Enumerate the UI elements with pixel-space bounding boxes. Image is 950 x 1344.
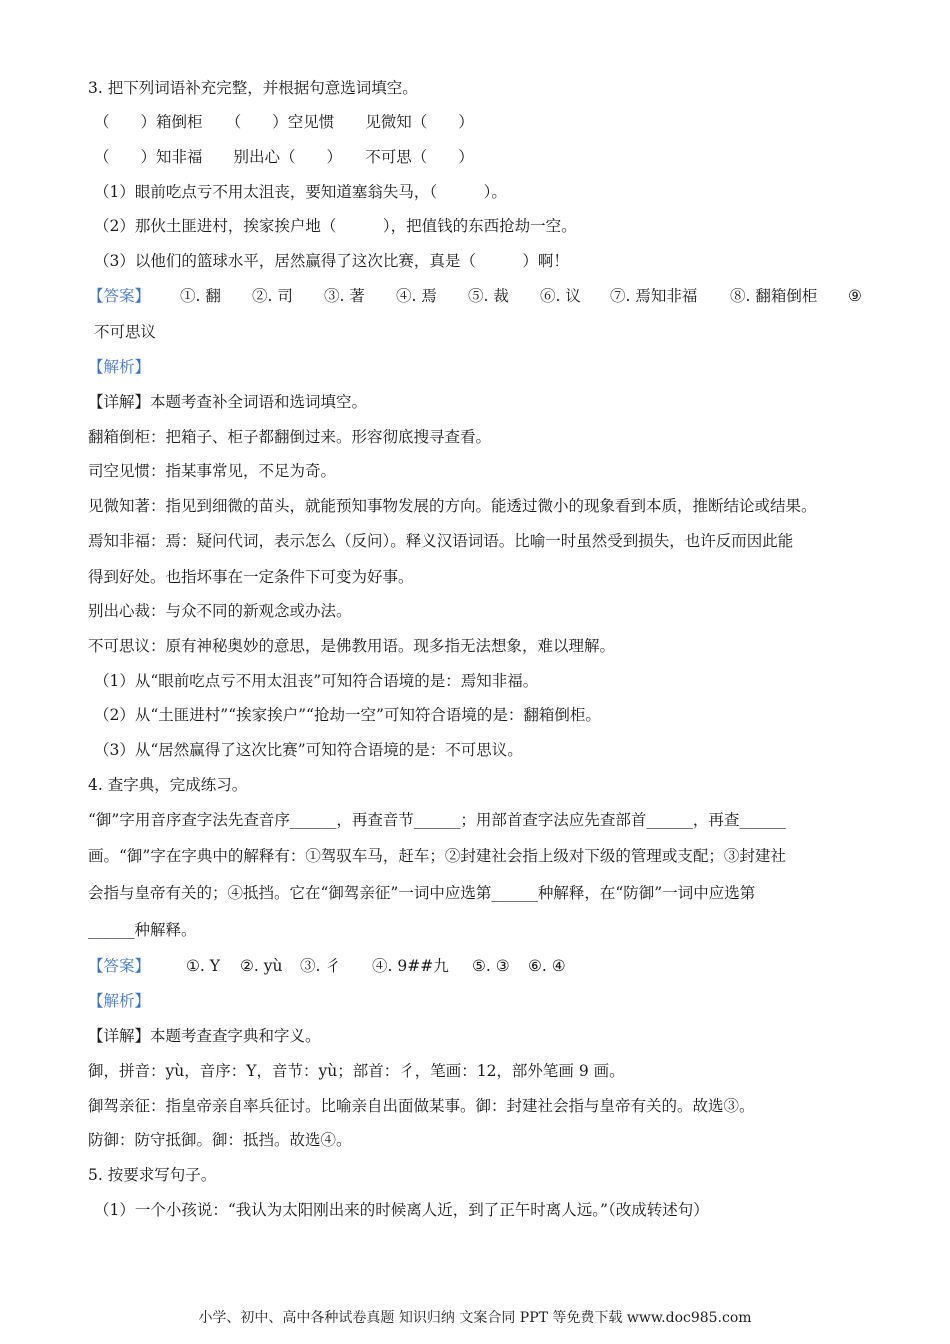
answer-item: ③. 彳: [300, 957, 341, 975]
answer-item: ②. 司: [252, 287, 293, 305]
q3-sentence-3: （3）以他们的篮球水平，居然赢得了这次比赛，真是（ ）啊！: [94, 252, 569, 270]
answer-item: ⑥. ④: [528, 957, 566, 975]
q4-detail: 【详解】本题考查查字典和字义。: [88, 1027, 321, 1045]
q3-analysis-line: 司空见惯：指某事常见，不足为奇。: [88, 462, 337, 480]
q4-analysis-line: 御，拼音：yù，音序：Y，音节：yù；部首：彳，笔画：12，部外笔画 9 画。: [88, 1062, 625, 1080]
q3-analysis-line: 见微知著：指见到细微的苗头，就能预知事物发展的方向。能透过微小的现象看到本质，推断结论或结果。: [88, 497, 817, 515]
q3-analysis-line: （2）从“土匪进村”“挨家挨户”“抢劫一空”可知符合语境的是：翻箱倒柜。: [94, 706, 601, 724]
q4-answer-line: [88, 956, 566, 976]
answer-item: ③. 著: [324, 287, 365, 305]
q3-analysis-line: （3）从“居然赢得了这次比赛”可知符合语境的是：不可思议。: [94, 741, 523, 759]
answer-item: ⑦. 焉知非福: [610, 287, 698, 305]
answer-tag: 【答案】: [88, 287, 151, 305]
answer-tag: 【答案】: [88, 957, 151, 975]
q3-analysis-line: 得到好处。也指坏事在一定条件下可变为好事。: [88, 568, 414, 586]
q4-paragraph-line: 画。“御”字在字典中的解释有：①驾驭车马，赶车；②封建社会指上级对下级的管理或支配；③封建社: [88, 847, 786, 865]
answer-item: ⑤. ③: [472, 957, 510, 975]
answer-item: ②. yù: [240, 957, 283, 975]
q3-title: 3. 把下列词语补充完整，并根据句意选词填空。: [88, 79, 418, 97]
q3-answer-line: [88, 286, 862, 306]
q4-title: 4. 查字典，完成练习。: [88, 776, 248, 794]
analysis-tag: 【解析】: [88, 992, 151, 1010]
q3-analysis-line: 翻箱倒柜：把箱子、柜子都翻倒过来。形容彻底搜寻查看。: [88, 428, 492, 446]
q3-analysis-line: 别出心裁：与众不同的新观念或办法。: [88, 602, 352, 620]
answer-item: ①. 翻: [180, 287, 221, 305]
q3-sentence-2: （2）那伙土匪进村，挨家挨户地（ ），把值钱的东西抢劫一空。: [94, 217, 577, 235]
answer-item: ①. Y: [186, 957, 220, 975]
answer-item: ⑥. 议: [540, 287, 581, 305]
q5-title: 5. 按要求写句子。: [88, 1166, 217, 1184]
q3-analysis-line: 焉知非福：焉：疑问代词，表示怎么（反问）。释义汉语词语。比喻一时虽然受到损失，也许反而因此能: [88, 532, 794, 550]
q4-paragraph-line: “御”字用音序查字法先查音序______，再查音节______；用部首查字法应先查部首______，再查______: [88, 811, 786, 829]
q5-sentence-1: （1）一个小孩说：“我认为太阳刚出来的时候离人近，到了正午时离人远。”（改成转述句）: [94, 1201, 709, 1219]
analysis-tag: 【解析】: [88, 358, 151, 376]
q3-answer-continued: 不可思议: [94, 323, 157, 341]
answer-item: ④. 焉: [396, 287, 437, 305]
q3-words-row-1: （ ）箱倒柜 （ ）空见惯 见微知（ ）: [94, 113, 474, 131]
q3-analysis-line: 不可思议：原有神秘奥妙的意思，是佛教用语。现多指无法想象，难以理解。: [88, 637, 616, 655]
q4-analysis-line: 防御：防守抵御。御：抵挡。故选④。: [88, 1131, 352, 1149]
q3-sentence-1: （1）眼前吃点亏不用太沮丧，要知道塞翁失马，（ ）。: [94, 183, 507, 201]
q3-analysis-line: （1）从“眼前吃点亏不用太沮丧”可知符合语境的是：焉知非福。: [94, 672, 539, 690]
q3-words-row-2: （ ）知非福 别出心（ ） 不可思（ ）: [94, 148, 474, 166]
answer-item: ⑤. 裁: [468, 287, 509, 305]
page-footer: 小学、初中、高中各种试卷真题 知识归纳 文案合同 PPT 等免费下载 www.doc985.com: [198, 1310, 752, 1326]
q4-paragraph-line: 会指与皇帝有关的；④抵挡。它在“御驾亲征”一词中应选第______种解释，在“防御”一词中应选第: [88, 884, 756, 902]
q3-detail: 【详解】本题考查补全词语和选词填空。: [88, 393, 368, 411]
answer-item: ⑧. 翻箱倒柜: [730, 287, 818, 305]
q4-analysis-line: 御驾亲征：指皇帝亲自率兵征讨。比喻亲自出面做某事。御：封建社会指与皇帝有关的。故选③。: [88, 1097, 755, 1115]
q4-paragraph-line: ______种解释。: [88, 921, 197, 939]
answer-item: ④. 9##九: [372, 957, 449, 975]
answer-item: ⑨: [848, 287, 862, 305]
